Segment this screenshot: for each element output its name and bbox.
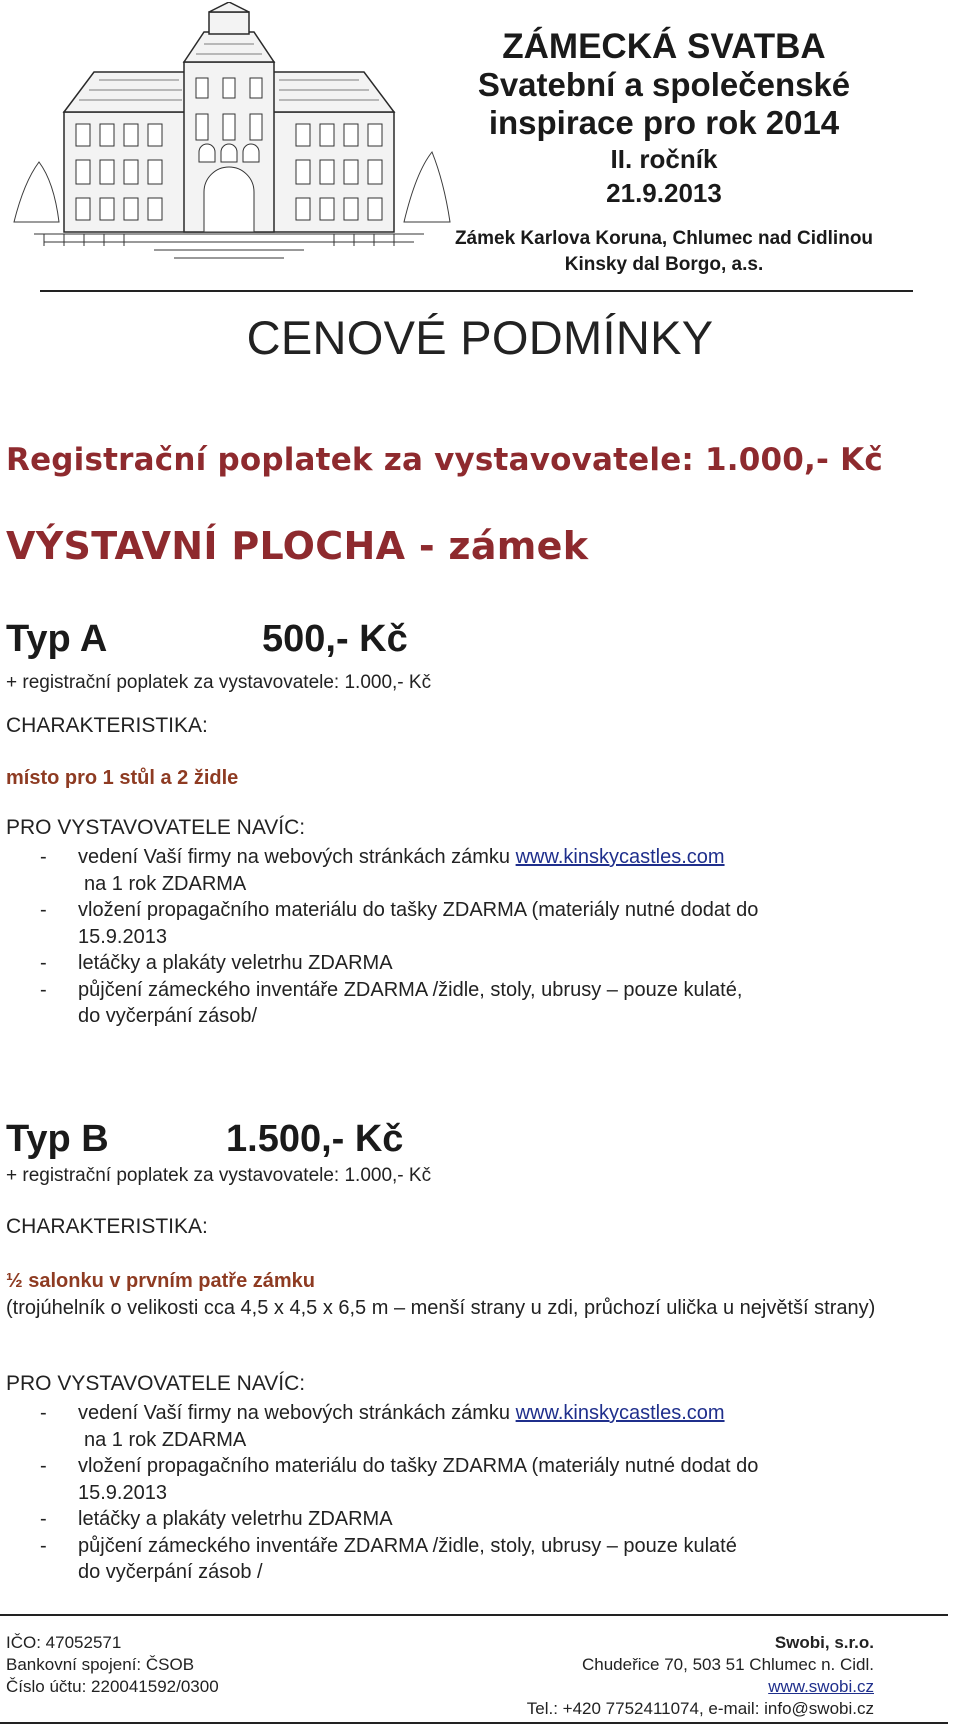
type-a-extras-label: PRO VYSTAVOVATELE NAVÍC: xyxy=(6,816,306,839)
footer-divider-bottom xyxy=(0,1722,948,1724)
list-item-text: vložení propagačního materiálu do tašky ZDARMA (materiály nutné dodat do xyxy=(78,1455,759,1477)
list-item: - letáčky a plakáty veletrhu ZDARMA xyxy=(40,950,920,977)
event-location-venue: Zámek Karlova Koruna, Chlumec nad Cidlinou xyxy=(454,228,874,249)
list-item xyxy=(40,1453,920,1506)
list-item-text: 15.9.2013 xyxy=(78,925,167,948)
list-item-text: vedení Vaší firmy na webových stránkách zámku xyxy=(78,1402,516,1424)
type-b-name: Typ B xyxy=(6,1118,109,1160)
kinskycastles-link[interactable]: www.kinskycastles.com xyxy=(515,846,725,868)
castle-illustration xyxy=(4,2,458,284)
list-item: - letáčky a plakáty veletrhu ZDARMA xyxy=(40,1506,920,1533)
type-a-fee: + registrační poplatek za vystavovatele: 1.000,- Kč xyxy=(6,672,432,693)
list-item xyxy=(40,897,920,950)
list-item xyxy=(40,977,920,1030)
list-item-text: půjčení zámeckého inventáře ZDARMA /židle, stoly, ubrusy – pouze kulaté xyxy=(78,1534,737,1557)
event-subtitle: Svatební a společenské xyxy=(477,66,851,103)
list-item-text: do vyčerpání zásob/ xyxy=(78,1005,257,1027)
type-a-characteristics-label: CHARAKTERISTIKA: xyxy=(6,714,208,737)
type-a-name: Typ A xyxy=(6,618,108,660)
list-item-text: vložení propagačního materiálu do tašky ZDARMA (materiály nutné dodat do xyxy=(78,899,759,921)
event-title: ZÁMECKÁ SVATBA xyxy=(502,27,826,66)
type-a-feature: místo pro 1 stůl a 2 židle xyxy=(6,767,239,789)
type-a-price: 500,- Kč xyxy=(262,618,408,660)
kinskycastles-link[interactable]: www.kinskycastles.com xyxy=(515,1402,725,1424)
list-item xyxy=(40,1533,920,1586)
list-item-text: 15.9.2013 xyxy=(78,1481,167,1504)
footer-left xyxy=(6,1632,219,1698)
event-location-owner: Kinsky dal Borgo, a.s. xyxy=(564,254,764,275)
list-item xyxy=(40,1400,920,1453)
registration-fee-heading: Registrační poplatek za vystavovatele: 1.000,- Kč xyxy=(6,442,883,478)
type-b-price: 1.500,- Kč xyxy=(226,1118,404,1160)
type-a-heading xyxy=(6,618,408,661)
type-b-extras-label: PRO VYSTAVOVATELE NAVÍC: xyxy=(6,1372,306,1395)
type-a-extras-list xyxy=(40,844,920,1030)
list-item-text: na 1 rok ZDARMA xyxy=(84,872,247,895)
footer-address: Chudeřice 70, 503 51 Chlumec n. Cidl. xyxy=(582,1655,874,1674)
type-b-extras-list xyxy=(40,1400,920,1586)
event-header xyxy=(420,28,908,278)
list-item-text: do vyčerpání zásob / xyxy=(78,1561,263,1583)
footer-contact: Tel.: +420 7752411074, e-mail: info@swobi.cz xyxy=(526,1699,874,1718)
swobi-web-link[interactable]: www.swobi.cz xyxy=(768,1677,874,1696)
type-b-fee: + registrační poplatek za vystavovatele: 1.000,- Kč xyxy=(6,1165,432,1186)
footer-account: Číslo účtu: 220041592/0300 xyxy=(6,1677,219,1696)
footer-ico: IČO: 47052571 xyxy=(6,1633,122,1652)
list-item-text: na 1 rok ZDARMA xyxy=(84,1428,247,1451)
list-item-text: půjčení zámeckého inventáře ZDARMA /židle, stoly, ubrusy – pouze kulaté, xyxy=(78,978,743,1001)
type-b-feature: ½ salonku v prvním patře zámku xyxy=(6,1270,315,1292)
event-location xyxy=(420,226,908,278)
footer-company: Swobi, s.r.o. xyxy=(774,1633,874,1652)
footer-divider-top xyxy=(0,1614,948,1616)
exhibition-area-heading: VÝSTAVNÍ PLOCHA - zámek xyxy=(6,524,589,568)
list-item-text: vedení Vaší firmy na webových stránkách zámku xyxy=(78,846,516,868)
event-edition: II. ročník xyxy=(610,144,718,174)
header-divider xyxy=(40,290,913,292)
type-b-heading xyxy=(6,1118,404,1161)
event-subtitle-2: inspirace pro rok 2014 xyxy=(488,104,840,141)
type-b-characteristics-label: CHARAKTERISTIKA: xyxy=(6,1215,208,1238)
footer-bank: Bankovní spojení: ČSOB xyxy=(6,1655,195,1674)
list-item xyxy=(40,844,920,897)
event-date: 21.9.2013 xyxy=(606,178,722,208)
type-b-description: (trojúhelník o velikosti cca 4,5 x 4,5 x 6,5 m – menší strany u zdi, průchozí ulička u největší strany) xyxy=(6,1297,876,1319)
page-title: CENOVÉ PODMÍNKY xyxy=(246,311,714,364)
footer-right xyxy=(527,1632,874,1720)
